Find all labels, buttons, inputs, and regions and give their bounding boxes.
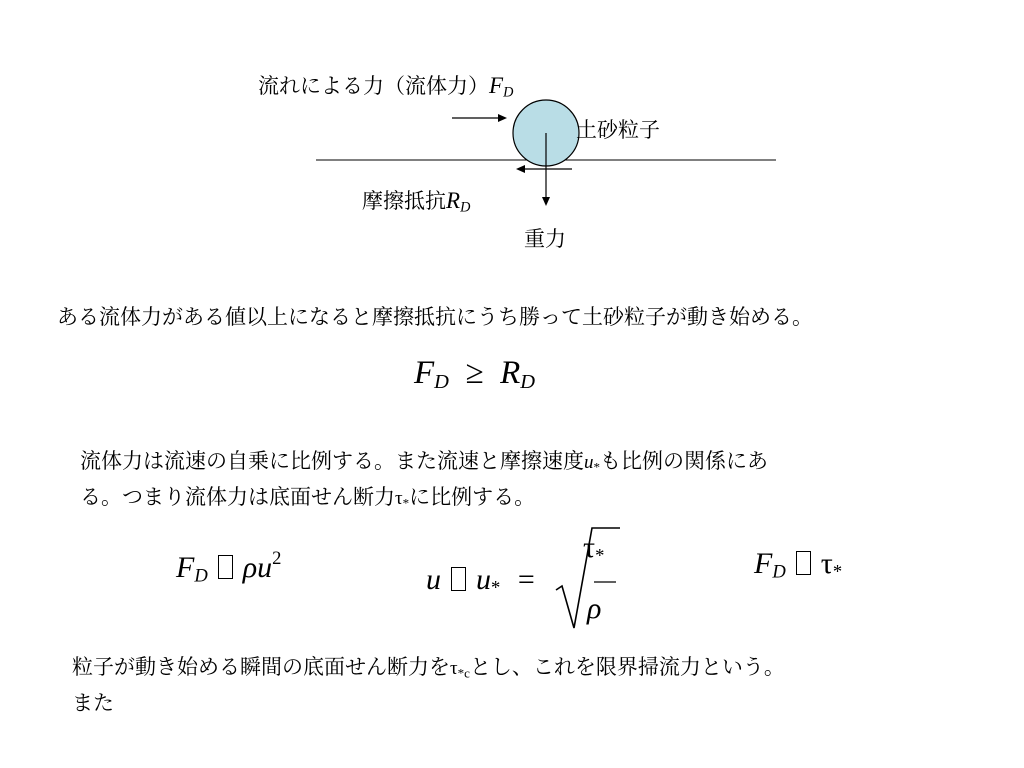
friction-symbol: R — [446, 188, 461, 213]
particle-force-diagram — [0, 0, 1024, 280]
eq3-tau-sub: * — [595, 545, 605, 567]
eq3-numerator — [583, 530, 604, 568]
para3-line-2: また — [72, 691, 114, 716]
para2-line-2 — [80, 482, 768, 518]
para3-tau-symbol: τ — [450, 658, 458, 679]
para2-line2-text-a: る。つまり流体力は底面せん断力 — [80, 485, 395, 510]
para3-line1-text-a: 粒子が動き始める瞬間の底面せん断力を — [72, 655, 450, 679]
flow-force-subscript: D — [503, 84, 514, 101]
para2-u-symbol: u — [584, 452, 594, 473]
friction-text: 摩擦抵抗 — [362, 189, 446, 213]
paragraph-critical-shear — [72, 652, 785, 718]
proportional-symbol-box — [796, 551, 811, 575]
eq4-lhs: F — [754, 547, 773, 580]
eq3-u: u — [426, 563, 441, 596]
eq3-u-star: u — [476, 563, 491, 596]
particle-label: 土砂粒子 — [576, 118, 660, 142]
eq4-tau-sub: * — [832, 561, 843, 583]
equation-friction-inequality — [414, 352, 535, 394]
equation-velocity-shear — [426, 562, 543, 600]
friction-arrowhead — [516, 165, 525, 173]
eq2-lhs: F — [176, 551, 195, 585]
para2-tau-subscript: * — [402, 495, 410, 511]
flow-force-arrowhead — [498, 114, 507, 122]
friction-subscript: D — [460, 199, 471, 216]
eq3-equals: = — [517, 563, 535, 596]
para3-line-1 — [72, 652, 785, 688]
eq3-denominator: ρ — [587, 592, 602, 625]
para3-line1-text-b: とし、これを限界掃流力という。 — [469, 655, 785, 679]
flow-force-text: 流れによる力（流体力） — [258, 74, 489, 98]
flow-force-symbol: F — [489, 73, 504, 98]
eq2-rho: ρ — [242, 551, 258, 585]
equation-force-velocity — [176, 548, 281, 588]
eq1-lhs-sub: D — [434, 371, 449, 394]
eq2-u: u — [257, 551, 273, 585]
statement-1: ある流体力がある値以上になると摩擦抵抗にうち勝って土砂粒子が動き始める。 — [57, 305, 813, 329]
eq2-exponent: 2 — [272, 548, 282, 569]
eq2-lhs-sub: D — [194, 565, 208, 587]
para2-line1-text-a: 流体力は流速の自乗に比例する。また流速と摩擦速度 — [80, 449, 584, 473]
para2-line2-text-b: に比例する。 — [409, 485, 536, 510]
para2-line1-text-b: も比例の関係にあ — [600, 449, 769, 473]
para2-tau-symbol: τ — [395, 488, 403, 510]
gravity-arrowhead — [542, 197, 550, 206]
paragraph-proportionality — [80, 446, 768, 519]
para3-tau-subscript: *c — [457, 665, 470, 681]
proportional-symbol-box — [451, 567, 466, 591]
eq1-lhs: F — [414, 355, 435, 391]
eq4-tau: τ — [820, 547, 833, 580]
eq1-rhs: R — [500, 355, 521, 391]
eq3-tau: τ — [583, 531, 596, 564]
para2-u-subscript: * — [593, 459, 601, 475]
para2-line-1 — [80, 446, 768, 482]
eq4-lhs-sub: D — [772, 561, 786, 583]
friction-label — [362, 185, 470, 217]
eq1-rhs-sub: D — [520, 371, 535, 394]
proportional-symbol-box — [218, 555, 233, 579]
equation-force-shear — [754, 546, 842, 584]
eq3-u-star-sub: * — [491, 577, 501, 599]
flow-force-label — [258, 70, 513, 102]
gravity-label: 重力 — [524, 227, 566, 251]
eq1-operator: ≥ — [465, 355, 484, 391]
